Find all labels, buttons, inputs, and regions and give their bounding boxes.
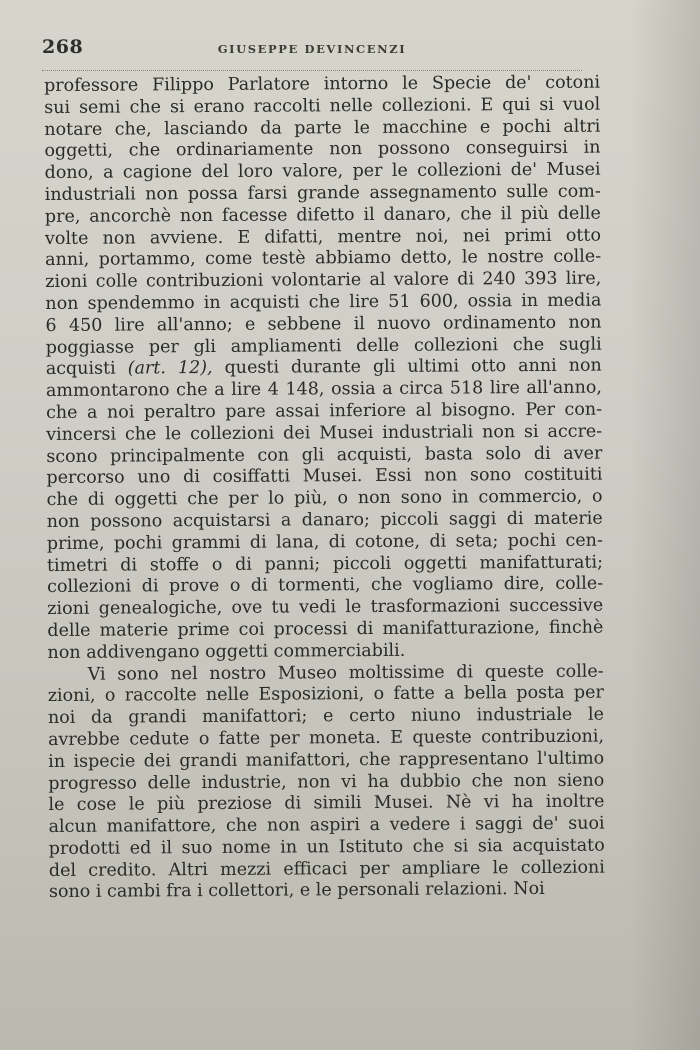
- text-line: progresso delle industrie, non vi ha dubbio che non sieno: [48, 770, 605, 794]
- text-line: prime, pochi grammi di lana, di cotone, di seta; pochi cen-: [46, 530, 603, 554]
- text-line: scono principalmente con gli acquisti, basta solo di aver: [46, 443, 603, 467]
- text-line: non spendemmo in acquisti che lire 51 600, ossia in media: [45, 290, 602, 314]
- author-header: GIUSEPPE DEVINCENZI: [217, 42, 407, 56]
- text-line: percorso uno di cosiffatti Musei. Essi non sono costituiti: [46, 464, 603, 489]
- text-line: 6 450 lire all'anno; e sebbene il nuovo ordinamento non: [45, 312, 602, 336]
- text-line: non possono acquistarsi a danaro; piccoli saggi di materie: [46, 508, 603, 532]
- text-line: ammontarono che a lire 4 148, ossia a circa 518 lire all'anno,: [45, 377, 602, 402]
- text-line: avrebbe cedute o fatte per moneta. E queste contribuzioni,: [47, 726, 605, 750]
- text-line: dono, a cagione del loro valore, per le collezioni de' Musei: [44, 159, 601, 184]
- text-line: noi da grandi manifattori; e certo niuno industriale le: [47, 704, 604, 729]
- text-line: industriali non possa farsi grande assegnamento sulle com-: [44, 181, 601, 205]
- text-line: in ispecie dei grandi manifattori, che rappresentano l'ultimo: [48, 748, 605, 772]
- text-line: professore Filippo Parlatore intorno le Specie de' cotoni: [44, 72, 601, 96]
- paragraph: [44, 73, 604, 665]
- body-text: [44, 73, 605, 905]
- text-run: acquisti: [45, 358, 128, 380]
- text-line: non addivengano oggetti commerciabili.: [47, 640, 406, 663]
- text-line: Vi sono nel nostro Museo moltissime di queste colle-: [87, 661, 604, 685]
- text-line: sui semi che si erano raccolti nelle collezioni. E qui si vuol: [44, 94, 601, 118]
- text-line: poggiasse per gli ampliamenti delle collezioni che sugli: [45, 334, 602, 358]
- text-line: anni, portammo, come testè abbiamo detto, le nostre colle-: [45, 246, 602, 271]
- italic-reference: (art. 12),: [127, 358, 213, 379]
- text-line: prodotti ed il suo nome in un Istituto che si sia acquistato: [48, 835, 605, 859]
- running-head: [42, 30, 582, 64]
- text-line: che a noi peraltro pare assai inferiore al bisogno. Per con-: [45, 399, 603, 423]
- text-line: oggetti, che ordinariamente non possono conseguirsi in: [44, 137, 601, 162]
- text-line: delle materie prime coi processi di manifatturazione, finchè: [47, 617, 604, 641]
- page-number: 268: [42, 36, 84, 58]
- text-line: zioni, o raccolte nelle Esposizioni, o fatte a bella posta per: [47, 682, 604, 707]
- text-line: zioni genealogiche, ove tu vedi le trasformazioni successive: [47, 595, 604, 620]
- text-line: timetri di stoffe o di panni; piccoli oggetti manifatturati;: [46, 552, 604, 576]
- paragraph: [48, 661, 605, 904]
- text-line: zioni colle contribuzioni volontarie al valore di 240 393 lire,: [45, 268, 602, 293]
- text-line: che di oggetti che per lo più, o non sono in commercio, o: [46, 486, 603, 511]
- text-line: notare che, lasciando da parte le macchine e pochi altri: [44, 116, 601, 140]
- text-line: del credito. Altri mezzi efficaci per ampliare le collezioni: [48, 857, 605, 881]
- text-line: le cose le più preziose di simili Musei. Nè vi ha inoltre: [48, 791, 605, 816]
- text-line: pre, ancorchè non facesse difetto il danaro, che il più delle: [44, 203, 601, 227]
- text-line: sono i cambi fra i collettori, e le personali relazioni. Noi: [48, 879, 545, 903]
- text-line: alcun manifattore, che non aspiri a vedere i saggi de' suoi: [48, 813, 605, 838]
- page-shadow: [630, 0, 700, 1050]
- header-rule: [42, 70, 582, 71]
- text-line: collezioni di prove o di tormenti, che vogliamo dire, colle-: [47, 573, 604, 598]
- text-line: vincersi che le collezioni dei Musei industriali non si accre-: [46, 421, 603, 445]
- text-run: questi durante gli ultimi otto anni non: [212, 355, 602, 379]
- text-line: volte non avviene. E difatti, mentre noi, nei primi otto: [44, 225, 602, 249]
